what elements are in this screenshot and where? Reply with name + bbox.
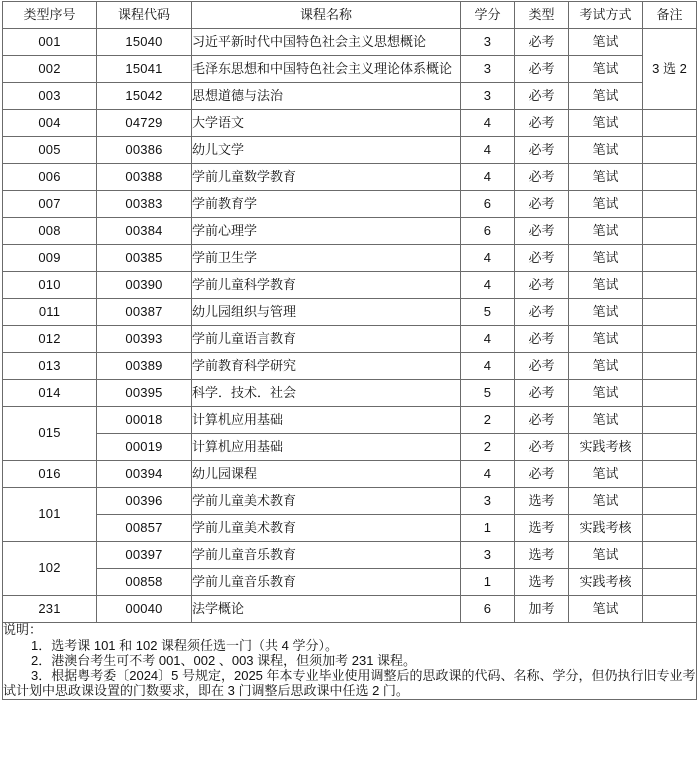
cell-course-name: 学前卫生学 [192, 245, 461, 272]
column-header-type-seq: 类型序号 [3, 2, 97, 29]
cell-course-code: 00019 [97, 434, 192, 461]
cell-type: 必考 [515, 218, 569, 245]
cell-type: 必考 [515, 164, 569, 191]
cell-course-name: 学前儿童科学教育 [192, 272, 461, 299]
cell-type-seq: 007 [3, 191, 97, 218]
cell-course-name: 科学．技术．社会 [192, 380, 461, 407]
cell-remark [643, 407, 697, 434]
cell-type: 必考 [515, 326, 569, 353]
cell-course-code: 00389 [97, 353, 192, 380]
cell-course-name: 学前儿童音乐教育 [192, 569, 461, 596]
cell-remark [643, 164, 697, 191]
cell-remark [643, 218, 697, 245]
cell-course-name: 学前儿童语言教育 [192, 326, 461, 353]
cell-credits: 2 [461, 407, 515, 434]
table-row [3, 83, 697, 110]
cell-remark [643, 299, 697, 326]
cell-remark [643, 380, 697, 407]
column-header-exam-method: 考试方式 [569, 2, 643, 29]
cell-credits: 6 [461, 596, 515, 623]
cell-course-code: 00393 [97, 326, 192, 353]
cell-course-code: 00040 [97, 596, 192, 623]
course-plan-table [2, 1, 697, 700]
cell-credits: 4 [461, 272, 515, 299]
cell-remark [643, 245, 697, 272]
cell-exam-method: 笔试 [569, 137, 643, 164]
notes-title: 说明： [3, 622, 43, 637]
cell-course-code: 15042 [97, 83, 192, 110]
cell-exam-method: 笔试 [569, 299, 643, 326]
cell-type-seq: 231 [3, 596, 97, 623]
cell-credits: 4 [461, 245, 515, 272]
cell-course-code: 00394 [97, 461, 192, 488]
note-item-3: 3．根据粤考委〔2024〕5 号规定，2025 年本专业毕业使用调整后的思政课的代码、名称、学分，但仍执行旧专业考试计划中思政课设置的门数要求，即在 3 门调整后思政课中任选 2 门。 [3, 667, 696, 698]
table-row [3, 407, 697, 434]
cell-course-name: 学前儿童音乐教育 [192, 542, 461, 569]
cell-course-name: 计算机应用基础 [192, 434, 461, 461]
cell-type: 必考 [515, 137, 569, 164]
cell-remark [643, 326, 697, 353]
cell-type: 必考 [515, 299, 569, 326]
cell-exam-method: 笔试 [569, 218, 643, 245]
cell-exam-method: 笔试 [569, 110, 643, 137]
header-row [3, 2, 697, 29]
cell-type-seq: 003 [3, 83, 97, 110]
cell-course-name: 学前儿童美术教育 [192, 488, 461, 515]
cell-remark [643, 191, 697, 218]
cell-course-code: 00857 [97, 515, 192, 542]
notes-cell [3, 623, 697, 700]
table-row [3, 434, 697, 461]
cell-exam-method: 笔试 [569, 56, 643, 83]
cell-course-code: 00383 [97, 191, 192, 218]
cell-exam-method: 笔试 [569, 191, 643, 218]
cell-exam-method: 笔试 [569, 461, 643, 488]
cell-exam-method: 笔试 [569, 488, 643, 515]
cell-credits: 6 [461, 218, 515, 245]
cell-course-name: 计算机应用基础 [192, 407, 461, 434]
cell-course-name: 学前教育学 [192, 191, 461, 218]
table-row [3, 191, 697, 218]
cell-exam-method: 笔试 [569, 245, 643, 272]
note-item-1: 1．选考课 101 和 102 课程须任选一门（共 4 学分）。 [31, 637, 339, 653]
cell-course-code: 00396 [97, 488, 192, 515]
cell-type-seq: 011 [3, 299, 97, 326]
table-row [3, 542, 697, 569]
cell-credits: 1 [461, 569, 515, 596]
table-row [3, 380, 697, 407]
column-header-remark: 备注 [643, 2, 697, 29]
table-row [3, 110, 697, 137]
cell-type-seq: 006 [3, 164, 97, 191]
cell-type: 必考 [515, 380, 569, 407]
cell-course-code: 15040 [97, 29, 192, 56]
cell-type: 必考 [515, 272, 569, 299]
cell-course-code: 04729 [97, 110, 192, 137]
note-item-2: 2．港澳台考生可不考 001、002 、003 课程，但须加考 231 课程。 [31, 652, 417, 668]
cell-credits: 3 [461, 56, 515, 83]
cell-credits: 2 [461, 434, 515, 461]
cell-course-code: 00387 [97, 299, 192, 326]
cell-exam-method: 笔试 [569, 380, 643, 407]
cell-exam-method: 笔试 [569, 353, 643, 380]
cell-exam-method: 笔试 [569, 596, 643, 623]
cell-type-seq: 009 [3, 245, 97, 272]
cell-course-name: 幼儿文学 [192, 137, 461, 164]
cell-type-seq-merged: 101 [3, 488, 97, 542]
cell-type-seq: 014 [3, 380, 97, 407]
cell-remark [643, 542, 697, 569]
cell-type: 必考 [515, 434, 569, 461]
table-row [3, 29, 697, 56]
cell-credits: 4 [461, 110, 515, 137]
cell-type-seq: 005 [3, 137, 97, 164]
cell-exam-method: 笔试 [569, 542, 643, 569]
cell-type: 必考 [515, 83, 569, 110]
cell-type: 必考 [515, 56, 569, 83]
cell-remark [643, 488, 697, 515]
cell-course-name: 幼儿园课程 [192, 461, 461, 488]
cell-type: 必考 [515, 245, 569, 272]
cell-course-name: 学前教育科学研究 [192, 353, 461, 380]
cell-course-name: 学前儿童数学教育 [192, 164, 461, 191]
cell-credits: 4 [461, 164, 515, 191]
table-row [3, 569, 697, 596]
cell-exam-method: 笔试 [569, 29, 643, 56]
cell-remark [643, 515, 697, 542]
cell-type-seq: 002 [3, 56, 97, 83]
cell-course-name: 毛泽东思想和中国特色社会主义理论体系概论 [192, 56, 461, 83]
cell-course-name: 学前儿童美术教育 [192, 515, 461, 542]
cell-exam-method: 实践考核 [569, 569, 643, 596]
cell-credits: 1 [461, 515, 515, 542]
cell-type-seq: 016 [3, 461, 97, 488]
table-row [3, 164, 697, 191]
cell-course-code: 00018 [97, 407, 192, 434]
cell-credits: 6 [461, 191, 515, 218]
cell-credits: 3 [461, 542, 515, 569]
notes-row [3, 623, 697, 700]
table-header [3, 2, 697, 29]
cell-exam-method: 笔试 [569, 83, 643, 110]
cell-remark [643, 596, 697, 623]
cell-credits: 4 [461, 326, 515, 353]
cell-course-name: 学前心理学 [192, 218, 461, 245]
cell-remark [643, 569, 697, 596]
cell-remark [643, 137, 697, 164]
cell-type: 必考 [515, 29, 569, 56]
cell-course-code: 00386 [97, 137, 192, 164]
table-row [3, 596, 697, 623]
table-row [3, 56, 697, 83]
cell-credits: 4 [461, 137, 515, 164]
cell-type: 必考 [515, 191, 569, 218]
table-row [3, 326, 697, 353]
cell-exam-method: 笔试 [569, 272, 643, 299]
cell-type-seq: 001 [3, 29, 97, 56]
cell-remark [643, 461, 697, 488]
cell-course-code: 00388 [97, 164, 192, 191]
column-header-course-name: 课程名称 [192, 2, 461, 29]
cell-course-code: 00384 [97, 218, 192, 245]
cell-exam-method: 实践考核 [569, 515, 643, 542]
cell-type-seq-merged: 102 [3, 542, 97, 596]
cell-type-seq: 004 [3, 110, 97, 137]
cell-type: 必考 [515, 461, 569, 488]
table-row [3, 515, 697, 542]
cell-course-code: 00385 [97, 245, 192, 272]
cell-course-code: 00395 [97, 380, 192, 407]
table-body [3, 29, 697, 700]
table-row [3, 245, 697, 272]
cell-remark [643, 272, 697, 299]
cell-exam-method: 笔试 [569, 407, 643, 434]
cell-exam-method: 实践考核 [569, 434, 643, 461]
cell-type: 选考 [515, 542, 569, 569]
cell-remark [643, 110, 697, 137]
cell-remark [643, 434, 697, 461]
cell-type-seq: 008 [3, 218, 97, 245]
table-row [3, 218, 697, 245]
cell-type-seq: 012 [3, 326, 97, 353]
cell-type: 选考 [515, 488, 569, 515]
cell-credits: 4 [461, 461, 515, 488]
table-row [3, 488, 697, 515]
cell-course-name: 习近平新时代中国特色社会主义思想概论 [192, 29, 461, 56]
column-header-type: 类型 [515, 2, 569, 29]
cell-credits: 5 [461, 380, 515, 407]
cell-remark [643, 353, 697, 380]
column-header-course-code: 课程代码 [97, 2, 192, 29]
cell-course-name: 幼儿园组织与管理 [192, 299, 461, 326]
table-row [3, 299, 697, 326]
cell-type: 必考 [515, 407, 569, 434]
cell-course-name: 思想道德与法治 [192, 83, 461, 110]
cell-type: 选考 [515, 569, 569, 596]
table-row [3, 353, 697, 380]
cell-type-seq-merged: 015 [3, 407, 97, 461]
cell-type: 必考 [515, 110, 569, 137]
table-row [3, 461, 697, 488]
cell-credits: 5 [461, 299, 515, 326]
cell-type-seq: 013 [3, 353, 97, 380]
cell-credits: 3 [461, 488, 515, 515]
cell-remark-group: 3 选 2 [643, 29, 697, 110]
cell-course-name: 法学概论 [192, 596, 461, 623]
cell-type: 加考 [515, 596, 569, 623]
cell-exam-method: 笔试 [569, 164, 643, 191]
column-header-credits: 学分 [461, 2, 515, 29]
cell-type-seq: 010 [3, 272, 97, 299]
cell-course-name: 大学语文 [192, 110, 461, 137]
cell-credits: 3 [461, 29, 515, 56]
cell-credits: 4 [461, 353, 515, 380]
cell-course-code: 00390 [97, 272, 192, 299]
table-row [3, 137, 697, 164]
cell-course-code: 00858 [97, 569, 192, 596]
cell-course-code: 15041 [97, 56, 192, 83]
cell-exam-method: 笔试 [569, 326, 643, 353]
cell-type: 选考 [515, 515, 569, 542]
cell-credits: 3 [461, 83, 515, 110]
cell-type: 必考 [515, 353, 569, 380]
cell-course-code: 00397 [97, 542, 192, 569]
table-row [3, 272, 697, 299]
